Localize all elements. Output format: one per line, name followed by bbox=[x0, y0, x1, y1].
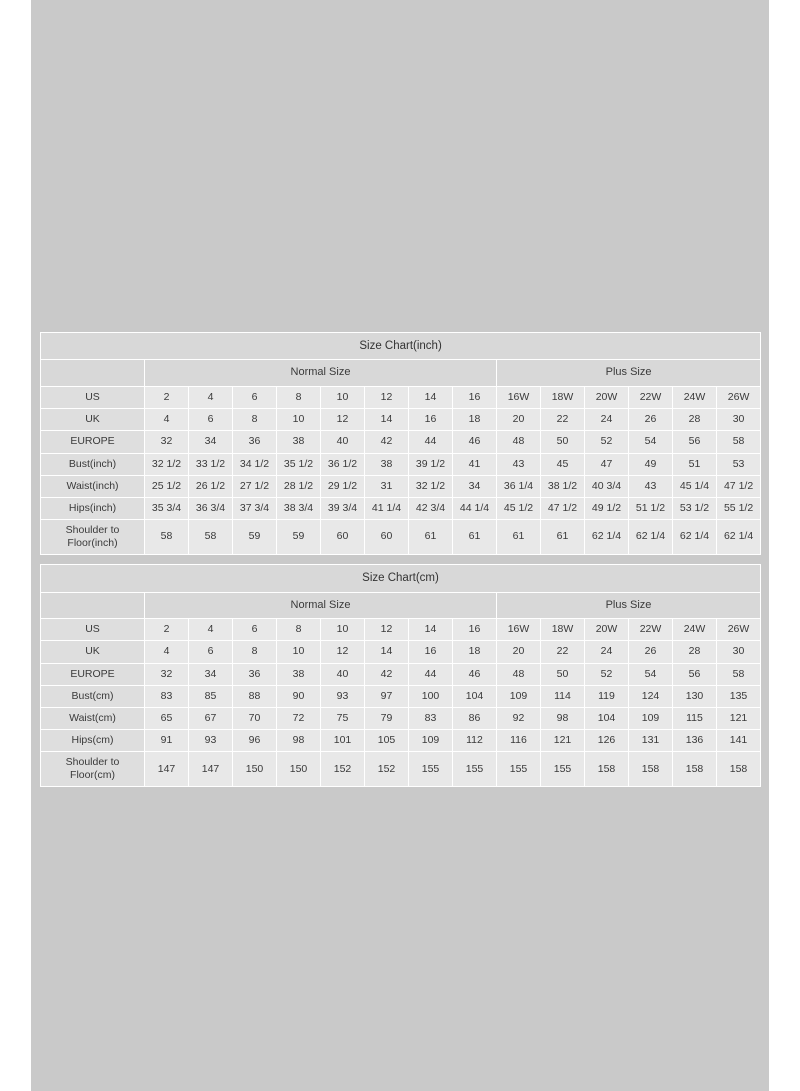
cell: 40 bbox=[321, 431, 365, 453]
cell: 45 1/4 bbox=[673, 475, 717, 497]
cell: 44 bbox=[409, 431, 453, 453]
cell: 40 3/4 bbox=[585, 475, 629, 497]
cell: 34 bbox=[189, 663, 233, 685]
cell: 124 bbox=[629, 685, 673, 707]
cell: 155 bbox=[409, 752, 453, 787]
cell: 47 1/2 bbox=[541, 497, 585, 519]
cell: 6 bbox=[233, 619, 277, 641]
cell: 119 bbox=[585, 685, 629, 707]
cell: 46 bbox=[453, 431, 497, 453]
group-plus-size-inch: Plus Size bbox=[497, 360, 761, 387]
cell: 41 bbox=[453, 453, 497, 475]
cell: 2 bbox=[145, 619, 189, 641]
group-normal-size-cm: Normal Size bbox=[145, 592, 497, 619]
cell: 42 bbox=[365, 663, 409, 685]
cell: 54 bbox=[629, 431, 673, 453]
cell: 50 bbox=[541, 663, 585, 685]
cell: 12 bbox=[365, 387, 409, 409]
cell: 20W bbox=[585, 387, 629, 409]
cell: 86 bbox=[453, 707, 497, 729]
cell: 62 1/4 bbox=[673, 519, 717, 554]
corner-cell bbox=[41, 360, 145, 387]
cell: 16 bbox=[409, 409, 453, 431]
cell: 52 bbox=[585, 431, 629, 453]
table-group-row bbox=[41, 592, 761, 619]
cell: 59 bbox=[277, 519, 321, 554]
cell: 49 1/2 bbox=[585, 497, 629, 519]
cell: 38 3/4 bbox=[277, 497, 321, 519]
cell: 51 bbox=[673, 453, 717, 475]
cell: 130 bbox=[673, 685, 717, 707]
cell: 22 bbox=[541, 641, 585, 663]
cell: 92 bbox=[497, 707, 541, 729]
cell: 40 bbox=[321, 663, 365, 685]
cell: 24W bbox=[673, 387, 717, 409]
table-row bbox=[41, 752, 761, 787]
cell: 31 bbox=[365, 475, 409, 497]
table-row bbox=[41, 663, 761, 685]
cell: 26W bbox=[717, 619, 761, 641]
row-label-waist: Waist(cm) bbox=[41, 707, 145, 729]
cell: 20W bbox=[585, 619, 629, 641]
cell: 51 1/2 bbox=[629, 497, 673, 519]
size-chart-cm bbox=[40, 564, 761, 787]
cell: 150 bbox=[233, 752, 277, 787]
cell: 65 bbox=[145, 707, 189, 729]
cell: 48 bbox=[497, 663, 541, 685]
cell: 61 bbox=[497, 519, 541, 554]
cell: 27 1/2 bbox=[233, 475, 277, 497]
cell: 8 bbox=[233, 641, 277, 663]
cell: 22W bbox=[629, 387, 673, 409]
cell: 109 bbox=[409, 729, 453, 751]
cell: 6 bbox=[189, 641, 233, 663]
cell: 105 bbox=[365, 729, 409, 751]
cell: 30 bbox=[717, 641, 761, 663]
cell: 56 bbox=[673, 663, 717, 685]
row-label-europe: EUROPE bbox=[41, 431, 145, 453]
cell: 32 1/2 bbox=[409, 475, 453, 497]
cell: 39 1/2 bbox=[409, 453, 453, 475]
cell: 18 bbox=[453, 641, 497, 663]
row-label-bust: Bust(inch) bbox=[41, 453, 145, 475]
cell: 20 bbox=[497, 409, 541, 431]
cell: 12 bbox=[321, 409, 365, 431]
cell: 61 bbox=[409, 519, 453, 554]
cell: 26W bbox=[717, 387, 761, 409]
cell: 4 bbox=[189, 619, 233, 641]
cell: 10 bbox=[321, 387, 365, 409]
cell: 67 bbox=[189, 707, 233, 729]
cell: 109 bbox=[629, 707, 673, 729]
cell: 32 bbox=[145, 663, 189, 685]
cell: 158 bbox=[585, 752, 629, 787]
cell: 4 bbox=[145, 641, 189, 663]
cell: 147 bbox=[189, 752, 233, 787]
cell: 152 bbox=[321, 752, 365, 787]
cell: 147 bbox=[145, 752, 189, 787]
cell: 16W bbox=[497, 619, 541, 641]
cell: 62 1/4 bbox=[629, 519, 673, 554]
cell: 115 bbox=[673, 707, 717, 729]
cell: 150 bbox=[277, 752, 321, 787]
chart-title-cm: Size Chart(cm) bbox=[41, 565, 761, 592]
cell: 131 bbox=[629, 729, 673, 751]
table-title-row bbox=[41, 333, 761, 360]
cell: 25 1/2 bbox=[145, 475, 189, 497]
table-row bbox=[41, 409, 761, 431]
cell: 26 1/2 bbox=[189, 475, 233, 497]
cell: 16 bbox=[453, 387, 497, 409]
group-plus-size-cm: Plus Size bbox=[497, 592, 761, 619]
cell: 6 bbox=[233, 387, 277, 409]
cell: 48 bbox=[497, 431, 541, 453]
cell: 39 3/4 bbox=[321, 497, 365, 519]
cell: 34 bbox=[453, 475, 497, 497]
row-label-bust: Bust(cm) bbox=[41, 685, 145, 707]
cell: 53 1/2 bbox=[673, 497, 717, 519]
cell: 59 bbox=[233, 519, 277, 554]
cell: 114 bbox=[541, 685, 585, 707]
cell: 96 bbox=[233, 729, 277, 751]
cell: 35 3/4 bbox=[145, 497, 189, 519]
cell: 90 bbox=[277, 685, 321, 707]
cell: 34 bbox=[189, 431, 233, 453]
cell: 54 bbox=[629, 663, 673, 685]
cell: 38 bbox=[277, 663, 321, 685]
cell: 36 bbox=[233, 663, 277, 685]
cell: 36 3/4 bbox=[189, 497, 233, 519]
cell: 70 bbox=[233, 707, 277, 729]
cell: 101 bbox=[321, 729, 365, 751]
cell: 50 bbox=[541, 431, 585, 453]
cell: 43 bbox=[629, 475, 673, 497]
corner-cell bbox=[41, 592, 145, 619]
cell: 98 bbox=[277, 729, 321, 751]
cell: 14 bbox=[365, 409, 409, 431]
row-label-hips: Hips(cm) bbox=[41, 729, 145, 751]
cell: 135 bbox=[717, 685, 761, 707]
cell: 88 bbox=[233, 685, 277, 707]
cell: 38 1/2 bbox=[541, 475, 585, 497]
cell: 24W bbox=[673, 619, 717, 641]
cell: 26 bbox=[629, 641, 673, 663]
cell: 98 bbox=[541, 707, 585, 729]
cell: 28 bbox=[673, 409, 717, 431]
cell: 24 bbox=[585, 641, 629, 663]
cell: 93 bbox=[189, 729, 233, 751]
cell: 45 bbox=[541, 453, 585, 475]
cell: 38 bbox=[277, 431, 321, 453]
cell: 28 bbox=[673, 641, 717, 663]
cell: 97 bbox=[365, 685, 409, 707]
cell: 16 bbox=[453, 619, 497, 641]
cell: 42 3/4 bbox=[409, 497, 453, 519]
cell: 14 bbox=[365, 641, 409, 663]
cell: 158 bbox=[673, 752, 717, 787]
cell: 158 bbox=[717, 752, 761, 787]
cell: 30 bbox=[717, 409, 761, 431]
cell: 61 bbox=[541, 519, 585, 554]
table-row bbox=[41, 729, 761, 751]
cell: 26 bbox=[629, 409, 673, 431]
cell: 56 bbox=[673, 431, 717, 453]
cell: 58 bbox=[189, 519, 233, 554]
cell: 52 bbox=[585, 663, 629, 685]
table-title-row bbox=[41, 565, 761, 592]
cell: 61 bbox=[453, 519, 497, 554]
cell: 41 1/4 bbox=[365, 497, 409, 519]
row-label-uk: UK bbox=[41, 641, 145, 663]
cell: 20 bbox=[497, 641, 541, 663]
cell: 44 bbox=[409, 663, 453, 685]
cell: 35 1/2 bbox=[277, 453, 321, 475]
cell: 79 bbox=[365, 707, 409, 729]
cell: 42 bbox=[365, 431, 409, 453]
cell: 22W bbox=[629, 619, 673, 641]
cell: 109 bbox=[497, 685, 541, 707]
table-row bbox=[41, 497, 761, 519]
cell: 28 1/2 bbox=[277, 475, 321, 497]
cell: 36 1/4 bbox=[497, 475, 541, 497]
cell: 8 bbox=[277, 387, 321, 409]
cell: 58 bbox=[717, 431, 761, 453]
cell: 155 bbox=[497, 752, 541, 787]
cell: 83 bbox=[409, 707, 453, 729]
cell: 37 3/4 bbox=[233, 497, 277, 519]
cell: 100 bbox=[409, 685, 453, 707]
cell: 12 bbox=[365, 619, 409, 641]
cell: 32 bbox=[145, 431, 189, 453]
cell: 141 bbox=[717, 729, 761, 751]
table-row bbox=[41, 619, 761, 641]
table-row bbox=[41, 685, 761, 707]
cell: 58 bbox=[145, 519, 189, 554]
cell: 14 bbox=[409, 387, 453, 409]
cell: 22 bbox=[541, 409, 585, 431]
cell: 60 bbox=[321, 519, 365, 554]
cell: 126 bbox=[585, 729, 629, 751]
cell: 10 bbox=[321, 619, 365, 641]
cell: 93 bbox=[321, 685, 365, 707]
cell: 91 bbox=[145, 729, 189, 751]
cell: 55 1/2 bbox=[717, 497, 761, 519]
row-label-shoulder-to-floor: Shoulder to Floor(inch) bbox=[41, 519, 145, 554]
size-chart-container bbox=[40, 332, 760, 787]
cell: 36 bbox=[233, 431, 277, 453]
cell: 158 bbox=[629, 752, 673, 787]
cell: 121 bbox=[717, 707, 761, 729]
row-label-us: US bbox=[41, 619, 145, 641]
cell: 16W bbox=[497, 387, 541, 409]
cell: 47 1/2 bbox=[717, 475, 761, 497]
cell: 14 bbox=[409, 619, 453, 641]
cell: 155 bbox=[453, 752, 497, 787]
cell: 43 bbox=[497, 453, 541, 475]
cell: 72 bbox=[277, 707, 321, 729]
cell: 32 1/2 bbox=[145, 453, 189, 475]
cell: 62 1/4 bbox=[585, 519, 629, 554]
table-row bbox=[41, 431, 761, 453]
row-label-hips: Hips(inch) bbox=[41, 497, 145, 519]
cell: 10 bbox=[277, 641, 321, 663]
table-row bbox=[41, 707, 761, 729]
row-label-waist: Waist(inch) bbox=[41, 475, 145, 497]
cell: 44 1/4 bbox=[453, 497, 497, 519]
cell: 4 bbox=[145, 409, 189, 431]
table-row bbox=[41, 519, 761, 554]
cell: 10 bbox=[277, 409, 321, 431]
cell: 155 bbox=[541, 752, 585, 787]
group-normal-size-inch: Normal Size bbox=[145, 360, 497, 387]
cell: 75 bbox=[321, 707, 365, 729]
cell: 83 bbox=[145, 685, 189, 707]
row-label-uk: UK bbox=[41, 409, 145, 431]
cell: 49 bbox=[629, 453, 673, 475]
cell: 18 bbox=[453, 409, 497, 431]
cell: 8 bbox=[233, 409, 277, 431]
cell: 4 bbox=[189, 387, 233, 409]
row-label-us: US bbox=[41, 387, 145, 409]
cell: 85 bbox=[189, 685, 233, 707]
cell: 18W bbox=[541, 619, 585, 641]
cell: 58 bbox=[717, 663, 761, 685]
cell: 121 bbox=[541, 729, 585, 751]
row-label-europe: EUROPE bbox=[41, 663, 145, 685]
cell: 116 bbox=[497, 729, 541, 751]
cell: 33 1/2 bbox=[189, 453, 233, 475]
cell: 2 bbox=[145, 387, 189, 409]
table-group-row bbox=[41, 360, 761, 387]
cell: 46 bbox=[453, 663, 497, 685]
cell: 104 bbox=[453, 685, 497, 707]
cell: 104 bbox=[585, 707, 629, 729]
cell: 47 bbox=[585, 453, 629, 475]
cell: 34 1/2 bbox=[233, 453, 277, 475]
cell: 60 bbox=[365, 519, 409, 554]
table-row bbox=[41, 453, 761, 475]
table-row bbox=[41, 641, 761, 663]
cell: 6 bbox=[189, 409, 233, 431]
cell: 8 bbox=[277, 619, 321, 641]
cell: 45 1/2 bbox=[497, 497, 541, 519]
row-label-shoulder-to-floor: Shoulder to Floor(cm) bbox=[41, 752, 145, 787]
cell: 62 1/4 bbox=[717, 519, 761, 554]
cell: 112 bbox=[453, 729, 497, 751]
cell: 152 bbox=[365, 752, 409, 787]
cell: 18W bbox=[541, 387, 585, 409]
cell: 38 bbox=[365, 453, 409, 475]
cell: 12 bbox=[321, 641, 365, 663]
cell: 24 bbox=[585, 409, 629, 431]
size-chart-inch bbox=[40, 332, 761, 555]
cell: 136 bbox=[673, 729, 717, 751]
cell: 36 1/2 bbox=[321, 453, 365, 475]
table-row bbox=[41, 387, 761, 409]
cell: 29 1/2 bbox=[321, 475, 365, 497]
chart-title-inch: Size Chart(inch) bbox=[41, 333, 761, 360]
cell: 16 bbox=[409, 641, 453, 663]
table-row bbox=[41, 475, 761, 497]
cell: 53 bbox=[717, 453, 761, 475]
